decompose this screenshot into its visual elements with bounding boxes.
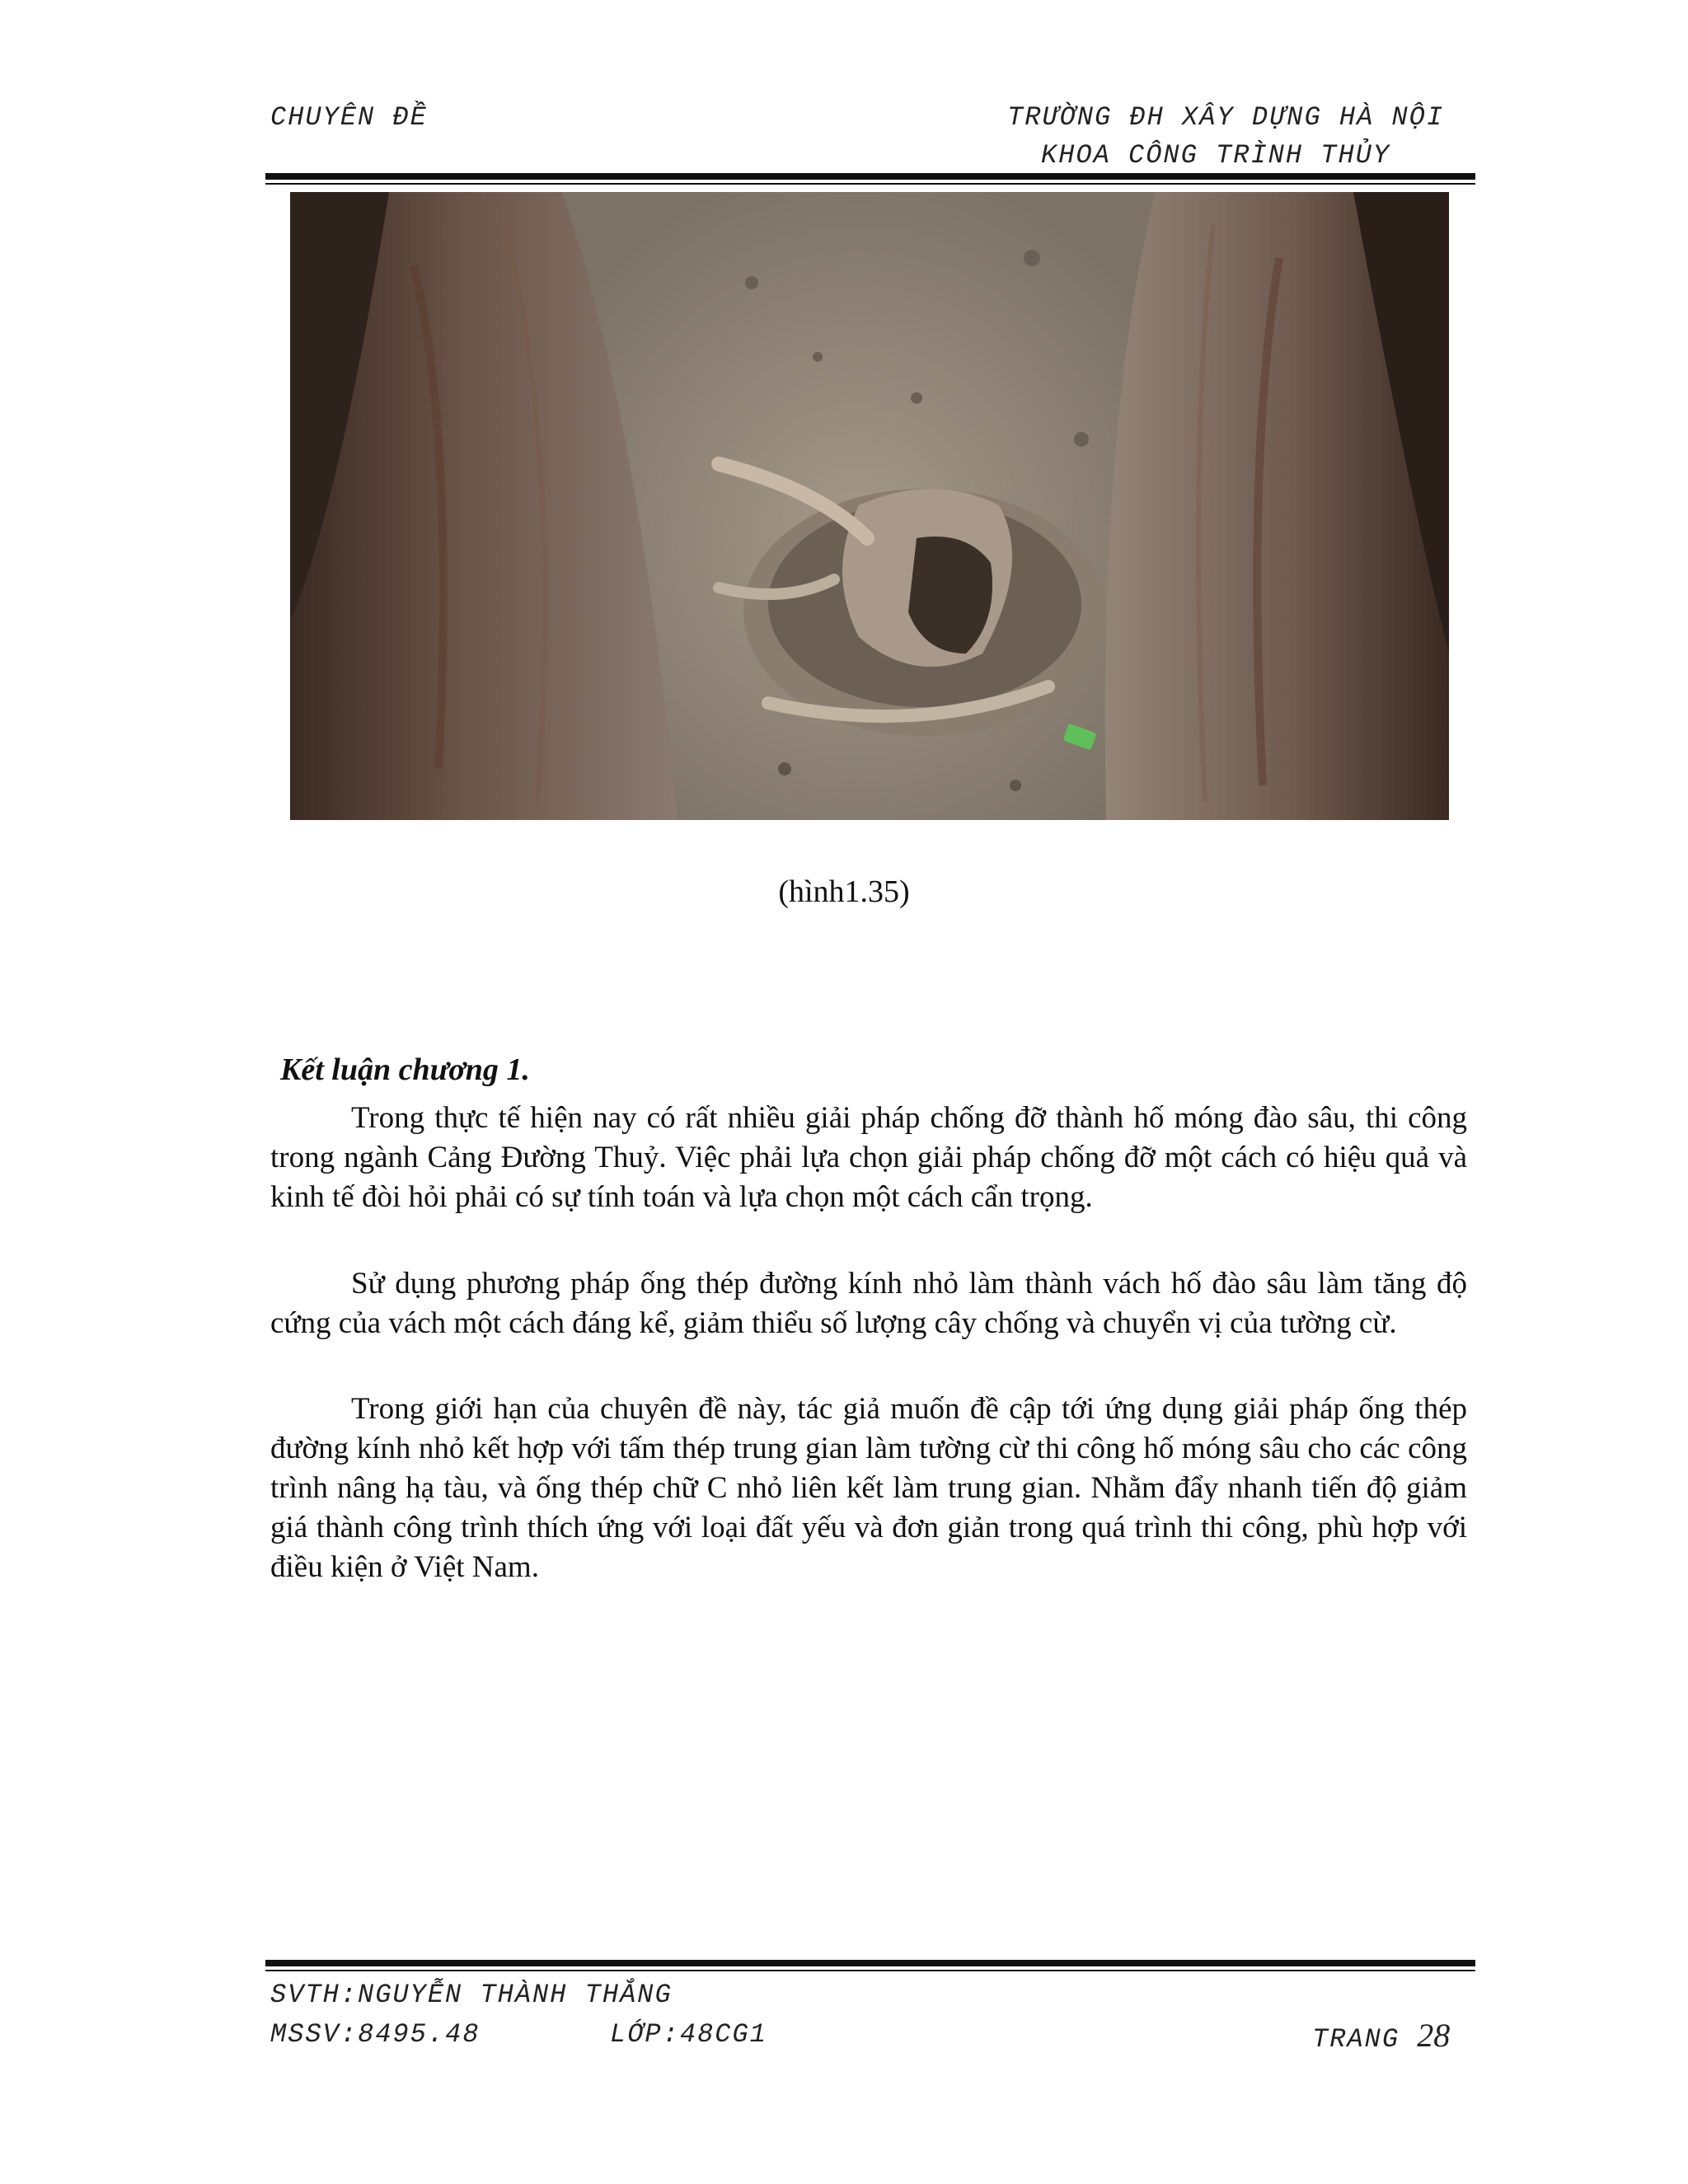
header-rule-thick	[265, 173, 1475, 180]
footer-page-number: 28	[1417, 2017, 1451, 2054]
footer-rule-thick	[265, 1960, 1475, 1966]
footer-page-label: TRANG	[1312, 2024, 1400, 2055]
figure-caption: (hình1.35)	[778, 874, 910, 909]
header-rule-thin	[265, 183, 1475, 185]
paragraph-3: Trong giới hạn của chuyên đề này, tác giả muốn đề cập tới ứng dụng giải pháp ống thép đường kính nhỏ kết hợp với tấm thép trung gian làm tường cừ thi công hố móng sâu cho các công trình nâng hạ tàu, và ống thép chữ C nhỏ liên kết làm trung gian. Nhằm đẩy nhanh tiến độ giảm giá thành công trình thích ứng với loại đất yếu và đơn giản trong quá trình thi công, phù hợp với điều kiện ở Việt Nam.	[270, 1392, 1467, 1584]
footer-student-id: MSSV:8495.48	[270, 2019, 481, 2050]
paragraph-1: Trong thực tế hiện nay có rất nhiều giải pháp chống đỡ thành hố móng đào sâu, thi công trong ngành Cảng Đường Thuỷ. Việc phải lựa chọn giải pháp chống đỡ một cách có hiệu quả và kinh tế đòi hỏi phải có sự tính toán và lựa chọn một cách cẩn trọng.	[270, 1101, 1467, 1214]
trench-photo	[290, 192, 1449, 820]
header-right-line2: KHOA CÔNG TRÌNH THỦY	[1041, 140, 1391, 171]
footer-rule-thin	[265, 1970, 1475, 1971]
footer-student: SVTH:NGUYỄN THÀNH THẮNG	[270, 1980, 673, 2010]
section-heading: Kết luận chương 1.	[280, 1052, 530, 1087]
header-right-line1: TRƯỜNG ĐH XÂY DỰNG HÀ NỘI	[1007, 102, 1445, 133]
footer-class: LỚP:48CG1	[610, 2019, 767, 2050]
header-left: CHUYÊN ĐỀ	[270, 102, 428, 133]
paragraph-2: Sử dụng phương pháp ống thép đường kính nhỏ làm thành vách hố đào sâu làm tăng độ cứng của vách một cách đáng kể, giảm thiểu số lượng cây chống và chuyển vị của tường cừ.	[270, 1267, 1467, 1340]
footer-page	[1312, 2016, 1450, 2055]
